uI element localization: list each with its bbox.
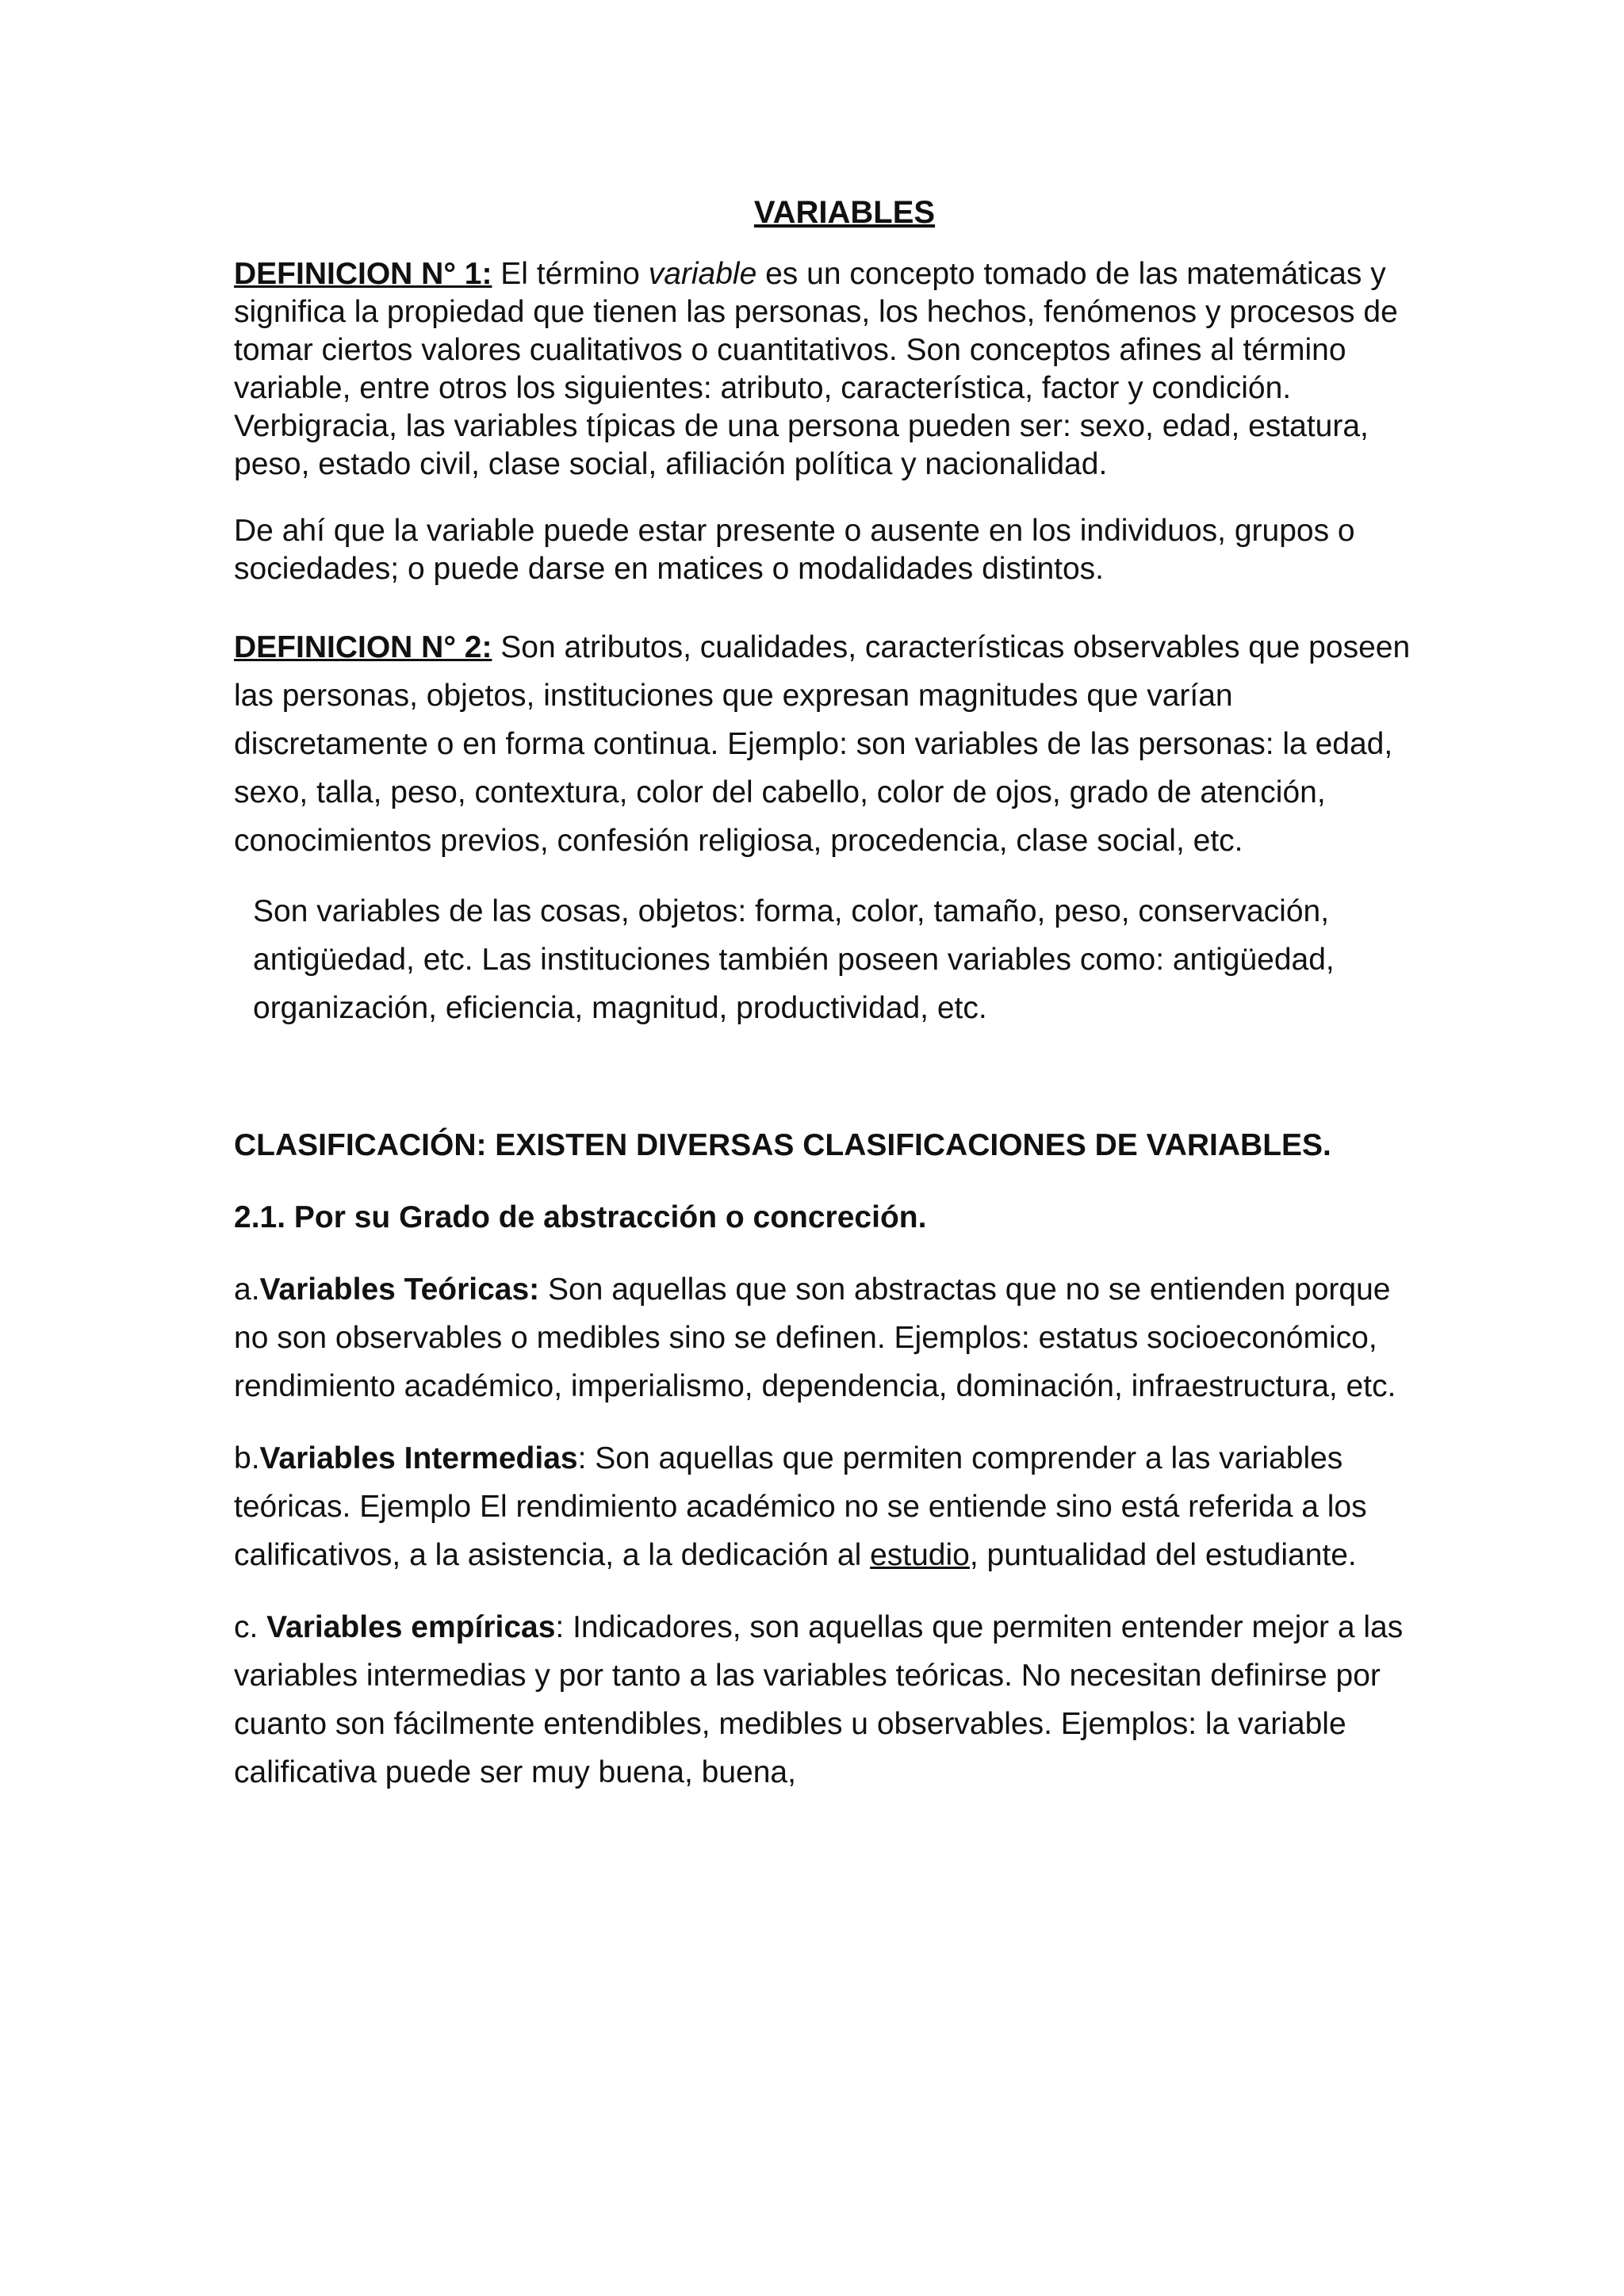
- definition-1-paragraph: [234, 255, 1423, 484]
- item-b-text-b: , puntualidad del estudiante.: [969, 1538, 1357, 1572]
- definition-2-text: Son atributos, cualidades, características observables que poseen las personas, objetos, instituciones que expresan magnitudes que varían discretamente o en forma continua. Ejemplo: son variables de las personas: la edad, sexo, talla, peso, contextura, color del cabello, color de ojos, grado de atención, conocimientos previos, confesión religiosa, procedencia, clase social, etc.: [234, 630, 1411, 858]
- item-b-paragraph: [234, 1434, 1423, 1579]
- definition-2-followup: Son variables de las cosas, objetos: forma, color, tamaño, peso, conservación, antigüedad, etc. Las instituciones también poseen variables como: antigüedad, organización, eficiencia, magnitud, productividad, etc.: [253, 894, 1335, 1025]
- item-c-paragraph: [234, 1603, 1423, 1797]
- definition-1-followup: De ahí que la variable puede estar presente o ausente en los individuos, grupos o sociedades; o puede darse en matices o modalidades distintos.: [234, 514, 1355, 586]
- item-c-label: Variables empíricas: [266, 1610, 556, 1644]
- estudio-link[interactable]: estudio: [870, 1538, 970, 1572]
- definition-1-text-b: es un concepto tomado de las matemáticas y significa la propiedad que tienen las personas, los hechos, fenómenos y procesos de tomar ciertos valores cualitativos o cuantitativos. Son conceptos afines al término variable, entre otros los siguientes: atributo, característica, factor y condición. Verbigracia, las variables típicas de una persona pueden ser: sexo, edad, estatura, peso, estado civil, clase social, afiliación política y nacionalidad.: [234, 257, 1398, 481]
- definition-1-text-a: El término: [492, 257, 649, 291]
- item-b-label: Variables Intermedias: [259, 1441, 578, 1475]
- item-a-paragraph: [234, 1265, 1423, 1410]
- document-title: VARIABLES: [753, 195, 936, 230]
- definition-2-paragraph: [234, 623, 1423, 865]
- item-c-prefix: c.: [234, 1610, 267, 1644]
- item-b-text-a: : Son aquellas que permiten comprender a las variables teóricas. Ejemplo El rendimiento académico no se entiende sino está referida a los calificativos, a la asistencia, a la dedicación al: [234, 1441, 1367, 1572]
- item-c-text: : Indicadores, son aquellas que permiten entender mejor a las variables intermedias y por tanto a las variables teóricas. No necesitan definirse por cuanto son fácilmente entendibles, medibles u observables. Ejemplos: la variable calificativa puede ser muy buena, buena,: [234, 1610, 1404, 1789]
- item-b-prefix: b.: [234, 1441, 260, 1475]
- section-2-1-heading: 2.1. Por su Grado de abstracción o concreción.: [234, 1200, 927, 1234]
- classification-heading: CLASIFICACIÓN: EXISTEN DIVERSAS CLASIFICACIONES DE VARIABLES.: [234, 1128, 1331, 1162]
- definition-2-label: DEFINICION N° 2:: [234, 630, 492, 664]
- definition-1-italic-term: variable: [648, 257, 757, 291]
- definition-1-label: DEFINICION N° 1:: [234, 257, 492, 291]
- item-a-prefix: a.: [234, 1272, 260, 1307]
- item-a-text: Son aquellas que son abstractas que no se entienden porque no son observables o medibles sino se definen. Ejemplos: estatus socioeconómico, rendimiento académico, imperialismo, dependencia, dominación, infraestructura, etc.: [234, 1272, 1396, 1403]
- item-a-label: Variables Teóricas:: [259, 1272, 540, 1307]
- document-body: [234, 189, 1423, 1797]
